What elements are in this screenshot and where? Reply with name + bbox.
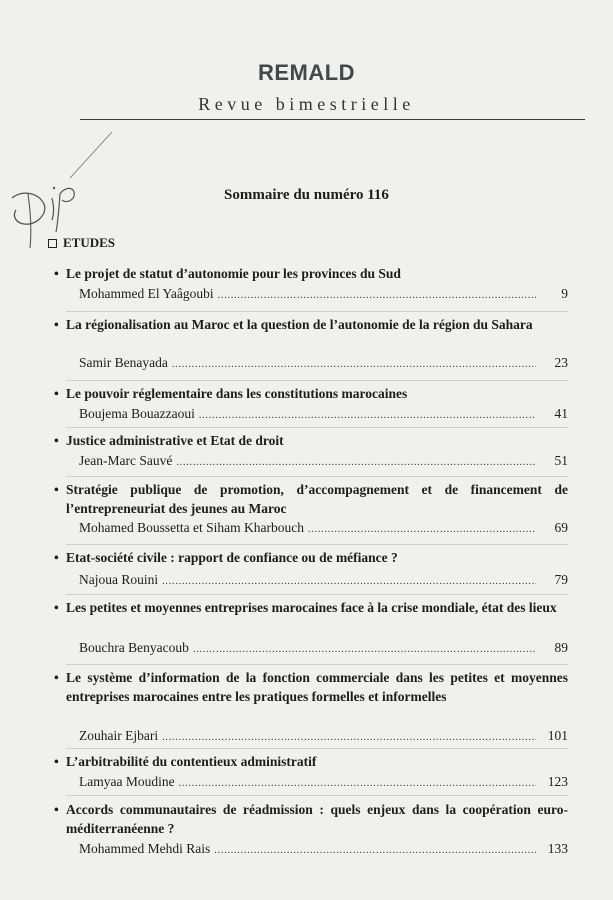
entry-separator — [66, 664, 568, 665]
issue-summary-title: Sommaire du numéro 116 — [224, 187, 389, 203]
journal-subtitle: Revue bimestrielle — [198, 94, 415, 114]
leader-dots — [308, 520, 536, 539]
section-label: ETUDES — [63, 235, 116, 250]
article-author: Mohammed El Yaâgoubi — [79, 286, 214, 301]
article-title: • Les petites et moyennes entreprises marocaines face à la crise mondiale, état des lieux — [66, 598, 568, 617]
page-number: 51 — [554, 453, 568, 468]
header-rule — [80, 119, 585, 120]
entry-separator — [66, 427, 568, 428]
page-number: 41 — [554, 406, 568, 421]
article-title: • Le pouvoir réglementaire dans les constitutions marocaines — [66, 384, 568, 403]
author-row — [79, 353, 568, 374]
author-row — [79, 284, 568, 305]
checkbox-square-icon — [48, 239, 57, 248]
article-title: • L’arbitrabilité du contentieux administratif — [66, 752, 568, 771]
page-number: 123 — [547, 774, 568, 789]
leader-dots — [218, 286, 536, 305]
article-author: Boujema Bouazzaoui — [79, 406, 195, 421]
leader-dots — [214, 841, 536, 860]
journal-title: REMALD — [257, 60, 356, 85]
article-author: Zouhair Ejbari — [79, 728, 159, 743]
leader-dots — [199, 406, 536, 425]
article-title: • Le système d’information de la fonction commerciale dans les petites et moyennes entreprises marocaines entre les pratiques formelles et informelles — [66, 668, 568, 706]
article-title: • Etat-société civile : rapport de confiance ou de méfiance ? — [66, 548, 568, 567]
author-row — [79, 839, 568, 860]
leader-dots — [193, 640, 536, 659]
entry-separator — [66, 380, 568, 381]
page-number: 101 — [547, 728, 568, 743]
article-author: Bouchra Benyacoub — [79, 640, 189, 655]
article-author: Mohamed Boussetta et Siham Kharbouch — [79, 520, 304, 535]
author-row — [79, 726, 568, 747]
article-title: • Accords communautaires de réadmission : quels enjeux dans la coopération euro-méditerranéenne ? — [66, 800, 568, 838]
article-title: • La régionalisation au Maroc et la question de l’autonomie de la région du Sahara — [66, 315, 568, 334]
author-row — [79, 638, 568, 659]
entry-separator — [66, 544, 568, 545]
entry-separator — [66, 311, 568, 312]
entry-separator — [66, 795, 568, 796]
author-row — [79, 518, 568, 539]
article-author: Jean-Marc Sauvé — [79, 453, 173, 468]
article-author: Lamyaa Moudine — [79, 774, 175, 789]
article-title: • Justice administrative et Etat de droit — [66, 431, 568, 450]
leader-dots — [162, 728, 536, 747]
article-author: Samir Benayada — [79, 355, 168, 370]
article-title: • Le projet de statut d’autonomie pour les provinces du Sud — [66, 264, 568, 283]
section-heading-etudes — [48, 235, 115, 251]
author-row — [79, 404, 568, 425]
page-number: 9 — [561, 286, 568, 301]
article-author: Mohammed Mehdi Rais — [79, 841, 211, 856]
page-number: 89 — [554, 640, 568, 655]
page-number: 23 — [554, 355, 568, 370]
author-row — [79, 451, 568, 472]
article-title: • Stratégie publique de promotion, d’accompagnement et de financement de l’entrepreneuriat des jeunes au Maroc — [66, 480, 568, 518]
leader-dots — [172, 355, 536, 374]
leader-dots — [162, 572, 536, 591]
masthead — [0, 60, 613, 114]
author-row — [79, 772, 568, 793]
author-row — [79, 570, 568, 591]
page-number: 79 — [554, 572, 568, 587]
entry-separator — [66, 748, 568, 749]
entry-separator — [66, 594, 568, 595]
leader-dots — [176, 453, 536, 472]
leader-dots — [179, 774, 536, 793]
article-author: Najoua Rouini — [79, 572, 159, 587]
page-number: 69 — [554, 520, 568, 535]
page-number: 133 — [547, 841, 568, 856]
entry-separator — [66, 476, 568, 477]
